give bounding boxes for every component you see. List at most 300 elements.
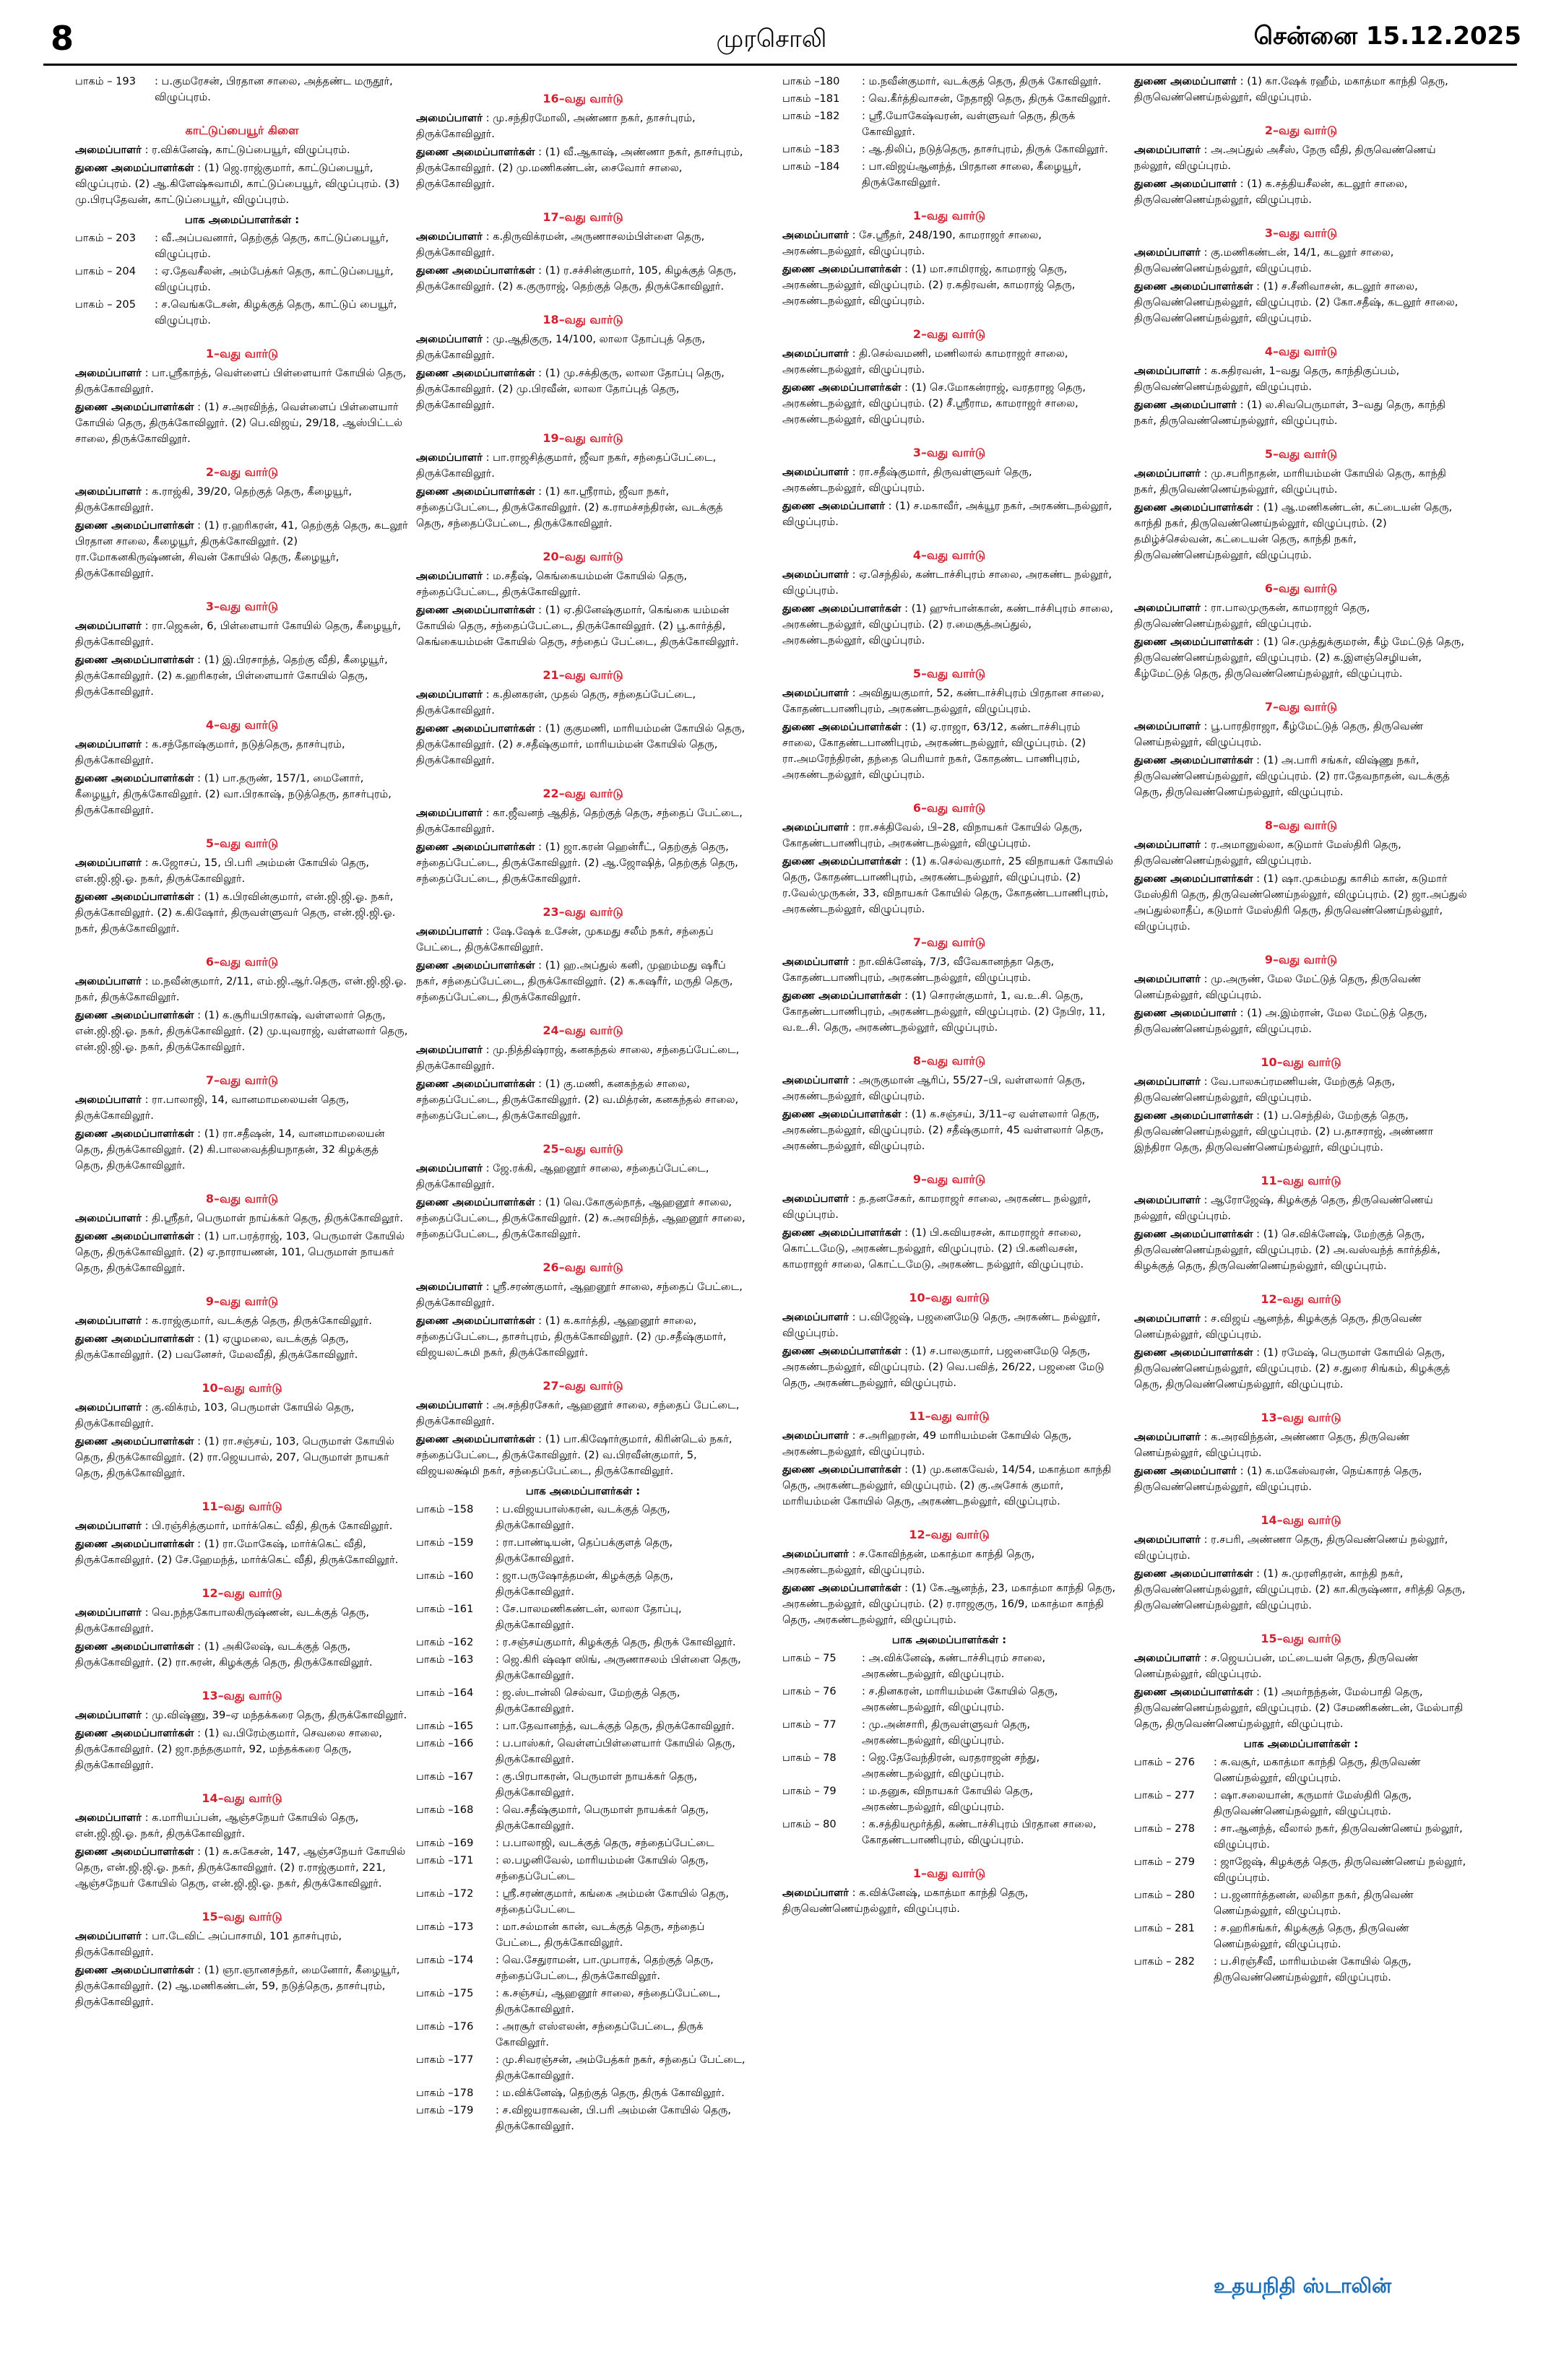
entry-text: : (1) அ.பாரி சங்கர், விஷ்ணு நகர், திருவெண்ணெய்நல்லூர், விழுப்புரம். (2) ரா.தேவநாதன், வடக்குத் தெரு, திருவெண்ணெய்நல்லூர், விழுப்புரம். bbox=[1134, 754, 1450, 798]
office-bearer-entry bbox=[75, 1810, 409, 1842]
entry-text: : க.ராஜ்கி, 39/20, தெற்குத் தெரு, கீழையூர், திருக்கோவிலூர். bbox=[75, 485, 353, 514]
booth-number: பாகம் –160 bbox=[416, 1570, 474, 1582]
ward-heading: 17–வது வார்டு bbox=[543, 210, 623, 224]
booth-number: பாகம் –174 bbox=[416, 1954, 474, 1966]
role-label: அமைப்பாளர் bbox=[416, 1044, 483, 1056]
entry-text: : (1) க.சூரியபிரகாஷ், வள்ளலார் தெரு, என்.ஜி.ஜி.ஓ. நகர், திருக்கோவிலூர். (2) மு.யுவராஜ், வள்ளலார் தெரு, என்.ஜி.ஜி.ஓ. நகர், திருக்கோவிலூர். bbox=[75, 1009, 408, 1053]
booth-number: பாகம் – 78 bbox=[782, 1752, 837, 1764]
role-label: துணை அமைப்பாளர்கள் bbox=[75, 1230, 194, 1242]
role-label: துணை அமைப்பாளர்கள் bbox=[75, 654, 194, 666]
ward-heading: 9–வது வார்டு bbox=[205, 1294, 279, 1308]
ward-heading: 4–வது வார்டு bbox=[205, 718, 279, 732]
office-bearer-entry bbox=[416, 1279, 750, 1311]
entry-text: : சே.ஸ்ரீதர், 248/190, காமராஜர் சாலை, அரகண்டநல்லூர், விழுப்புரம். bbox=[782, 229, 1042, 257]
booth-row bbox=[782, 1750, 1116, 1782]
entry-text: : (1) ல.சிவபெருமாள், 3–வது தெரு, காந்தி நகர், திருவெண்ணெய்நல்லூர், விழுப்புரம். bbox=[1134, 399, 1446, 427]
entry-text: : மு.நித்திஷ்ராஜ், கனகந்தல் சாலை, சந்தைப்பேட்டை, திருக்கோவிலூர். bbox=[416, 1044, 740, 1072]
section-subheading: பாக அமைப்பாளர்கள் : bbox=[1243, 1738, 1359, 1750]
entry-text: : (1) செ.முத்துக்குமரன், கீழ் மேட்டுத் தெரு, திருவெண்ணெய்நல்லூர், விழுப்புரம். (2) க.இளஞ்செழியன், கீழ்மேட்டுத் தெரு, திருவெண்ணெய்நல்லூர், விழுப்புரம். bbox=[1134, 636, 1465, 680]
ward-heading: 24–வது வார்டு bbox=[543, 1024, 623, 1037]
page-header bbox=[0, 0, 1543, 66]
role-label: அமைப்பாளர் bbox=[75, 1930, 142, 1942]
office-bearer-entry bbox=[1134, 1193, 1468, 1224]
role-label: துணை அமைப்பாளர்கள் bbox=[75, 519, 194, 532]
entry-text: : மு.விஷ்ணு, 39–ஏ மந்தக்கரை தெரு, திருக்கோவிலூர். bbox=[144, 1709, 407, 1721]
ward-heading: 25–வது வார்டு bbox=[543, 1142, 623, 1156]
office-bearer-entry bbox=[416, 144, 750, 192]
office-bearer-entry bbox=[75, 142, 409, 158]
booth-number: பாகம் – 281 bbox=[1134, 1922, 1195, 1934]
entry-text: : ர.விக்னேஷ், காட்டுப்பையூர், விழுப்புரம். bbox=[144, 144, 350, 156]
booth-row bbox=[782, 108, 1116, 140]
role-label: துணை அமைப்பாளர் bbox=[1134, 399, 1237, 411]
role-label: அமைப்பாளர் bbox=[75, 1094, 142, 1106]
page-number: 8 bbox=[51, 19, 74, 58]
booth-details: : ச.வெங்கடேசன், கிழக்குத் தெரு, காட்டுப் பையூர், விழுப்புரம். bbox=[155, 298, 397, 326]
office-bearer-entry bbox=[75, 855, 409, 887]
ward-heading: 5–வது வார்டு bbox=[1264, 447, 1338, 461]
office-bearer-entry bbox=[1134, 719, 1468, 750]
ward-heading: 18–வது வார்டு bbox=[543, 313, 623, 326]
entry-text: : (1) ரமேஷ், பெருமாள் கோயில் தெரு, திருவெண்ணெய்நல்லூர், விழுப்புரம். (2) ச.துரை சிங்கம், கிழக்குத் தெரு, திருவெண்ணெய்நல்லூர், விழுப்புரம். bbox=[1134, 1346, 1451, 1390]
office-bearer-entry bbox=[416, 1432, 750, 1479]
office-bearer-entry bbox=[782, 685, 1116, 717]
office-bearer-entry bbox=[75, 1400, 409, 1432]
booth-number: பாகம் –162 bbox=[416, 1636, 474, 1648]
entry-text: : மு.அருண், மேல மேட்டுத் தெரு, திருவெண் ணெய்நல்லூர், விழுப்புரம். bbox=[1134, 973, 1422, 1001]
booth-row bbox=[782, 142, 1116, 157]
entry-text: : ச.கோவிந்தன், மகாத்மா காந்தி தெரு, அரகண்டநல்லூர், விழுப்புரம். bbox=[782, 1548, 1035, 1576]
office-bearer-entry bbox=[416, 839, 750, 887]
role-label: துணை அமைப்பாளர் bbox=[1134, 178, 1237, 190]
entry-text: : (1) பா.தருண், 157/1, மைனோர், கீழையூர், திருக்கோவிலூர். (2) வா.பிரகாஷ், நடுத்தெரு, தாசர்புரம், திருக்கோவிலூர். bbox=[75, 772, 392, 816]
booth-details: : ஜா.பருஷோத்தமன், கிழக்குத் தெரு, திருக்கோவிலூர். bbox=[496, 1570, 673, 1598]
booth-number: பாகம் – 204 bbox=[75, 265, 136, 277]
role-label: அமைப்பாளர் bbox=[782, 347, 849, 360]
ward-heading: 6–வது வார்டு bbox=[1264, 581, 1338, 595]
office-bearer-entry bbox=[1134, 837, 1468, 869]
entry-text: : நா.விக்னேஷ், 7/3, வீவேகானந்தா தெரு, கோதண்டபாணிபுரம், அரகண்டநல்லூர், விழுப்புரம். bbox=[782, 956, 1055, 984]
entry-text: : மு.ஆதிகுரு, 14/100, லாலா தோப்புத் தெரு, திருக்கோவிலூர். bbox=[416, 333, 706, 361]
office-bearer-entry bbox=[782, 567, 1116, 599]
ward-heading: 4–வது வார்டு bbox=[912, 548, 986, 562]
entry-text: : (1) கு.மணி, கனகந்தல் சாலை, சந்தைப்பேட்டை, திருக்கோவிலூர். (2) வ.மித்ரன், கனகந்தல் சாலை, சந்தைப்பேட்டை, திருக்கோவிலூர். bbox=[416, 1078, 739, 1122]
booth-number: பாகம் – 279 bbox=[1134, 1856, 1195, 1868]
entry-text: : (1) ச.அரவிந்த், வெள்ளைப் பிள்ளையார் கோயில் தெரு, திருக்கோவிலூர். (2) பெ.விஜய், 29/18, ஆஸ்பிட்டல் சாலை, திருக்கோவிலூர். bbox=[75, 401, 403, 445]
entry-text: : (1) ஏ.ராஜா, 63/12, கண்டாச்சிபுரம் சாலை, கோதண்டபாணிபுரம், அரகண்டநல்லூர், விழுப்புரம். (2) ரா.அமரேந்திரன், தந்தை பெரியார் நகர், கோதண்ட பாணிபுரம், அரகண்டநல்லூர், விழுப்புரம். bbox=[782, 721, 1086, 781]
role-label: துணை அமைப்பாளர் bbox=[1134, 1007, 1237, 1019]
role-label: துணை அமைப்பாளர்கள் bbox=[1134, 1567, 1253, 1580]
role-label: துணை அமைப்பாளர்கள் bbox=[416, 722, 535, 735]
ward-heading: 4–வது வார்டு bbox=[1264, 345, 1338, 358]
office-bearer-entry bbox=[1134, 74, 1468, 105]
ward-heading: 1–வது வார்டு bbox=[912, 1866, 986, 1880]
ward-heading: 23–வது வார்டு bbox=[543, 905, 623, 919]
role-label: துணை அமைப்பாளர்கள் bbox=[782, 1226, 902, 1239]
role-label: துணை அமைப்பாளர்கள் bbox=[782, 263, 902, 275]
role-label: துணை அமைப்பாளர்கள் bbox=[416, 264, 535, 277]
role-label: துணை அமைப்பாளர்கள் bbox=[416, 367, 535, 379]
office-bearer-entry bbox=[75, 1639, 409, 1671]
entry-text: : க.ராஜ்குமார், வடக்குத் தெரு, திருக்கோவிலூர். bbox=[144, 1315, 373, 1327]
role-label: துணை அமைப்பாளர்கள் bbox=[1134, 280, 1253, 293]
ward-heading: 6–வது வார்டு bbox=[205, 955, 279, 969]
booth-row bbox=[416, 2103, 750, 2134]
office-bearer-entry bbox=[1134, 142, 1468, 174]
role-label: அமைப்பாளர் bbox=[416, 1281, 483, 1293]
entry-text: : தி.செல்வமணி, மணிலால் காமராஜர் சாலை, அரகண்டநல்லூர், விழுப்புரம். bbox=[782, 347, 1068, 376]
office-bearer-entry bbox=[782, 1225, 1116, 1273]
office-bearer-entry bbox=[75, 1844, 409, 1892]
office-bearer-entry bbox=[416, 332, 750, 363]
booth-row bbox=[782, 159, 1116, 191]
booth-details: : ச.தினகரன், மாரியம்மன் கோயில் தெரு, அரகண்டநல்லூர், விழுப்புரம். bbox=[862, 1685, 1058, 1713]
office-bearer-entry bbox=[782, 1310, 1116, 1341]
booth-row bbox=[1134, 1954, 1468, 1986]
booth-number: பாகம் –177 bbox=[416, 2054, 474, 2066]
booth-details: : ச.விஜயராகவன், பி.பரி அம்மன் கோயில் தெரு, திருக்கோவிலூர். bbox=[496, 2104, 731, 2132]
booth-row bbox=[782, 1684, 1116, 1715]
role-label: அமைப்பாளர் bbox=[1134, 602, 1201, 614]
role-label: துணை அமைப்பாளர் bbox=[1134, 1465, 1237, 1477]
role-label: அமைப்பாளர் bbox=[782, 466, 849, 478]
office-bearer-entry bbox=[782, 601, 1116, 649]
office-bearer-entry bbox=[1134, 1566, 1468, 1614]
entry-text: : (1) ஆ.மணிகண்டன், கட்டையன் தெரு, காந்தி நகர், திருவெண்ணெய்நல்லூர், விழுப்புரம். (2) தமிழ்ச்செல்வன், கட்டையன் தெரு, காந்தி நகர், திருவெண்ணெய்நல்லூர், விழுப்புரம். bbox=[1134, 501, 1453, 561]
booth-number: பாகம் –184 bbox=[782, 160, 840, 173]
role-label: அமைப்பாளர் bbox=[1134, 144, 1201, 156]
booth-number: பாகம் –158 bbox=[416, 1503, 474, 1515]
role-label: துணை அமைப்பாளர்கள் bbox=[75, 1009, 194, 1021]
booth-row bbox=[416, 1502, 750, 1533]
booth-number: பாகம் – 203 bbox=[75, 232, 136, 244]
role-label: அமைப்பாளர் bbox=[75, 1520, 142, 1532]
office-bearer-entry bbox=[75, 1126, 409, 1174]
role-label: அமைப்பாளர் bbox=[782, 956, 849, 968]
entry-text: : க.விக்னேஷ், மகாத்மா காந்தி தெரு, திருவெண்ணெய்நல்லூர், விழுப்புரம். bbox=[782, 1887, 1029, 1915]
office-bearer-entry bbox=[416, 229, 750, 261]
role-label: துணை அமைப்பாளர்கள் bbox=[75, 772, 194, 784]
office-bearer-entry bbox=[416, 263, 750, 295]
entry-text: : கு.மணிகண்டன், 14/1, கடலூர் சாலை, திருவெண்ணெய்நல்லூர், விழுப்புரம். bbox=[1134, 246, 1394, 274]
entry-text: : (1) அமர்நந்தன், மேல்பாதி தெரு, திருவெண்ணெய்நல்லூர், விழுப்புரம். (2) சேமணிகண்டன், மேல்பாதி தெரு, திருவெண்ணெய்நல்லூர், விழுப்புரம். bbox=[1134, 1686, 1464, 1730]
role-label: துணை அமைப்பாளர்கள் bbox=[782, 1463, 902, 1476]
role-label: அமைப்பாளர் bbox=[1134, 1431, 1201, 1443]
ward-heading: 10–வது வார்டு bbox=[202, 1381, 282, 1395]
booth-row bbox=[416, 1736, 750, 1767]
entry-text: : பா.டேவிட் அப்பாசாமி, 101 தாசர்புரம், திருக்கோவிலூர். bbox=[75, 1930, 342, 1958]
entry-text: : (1) ச.சீனிவாசன், கடலூர் சாலை, திருவெண்ணெய்நல்லூர், விழுப்புரம். (2) கோ.சதீஷ், கடலூர் சாலை, திருவெண்ணெய்நல்லூர், விழுப்புரம். bbox=[1134, 280, 1458, 324]
edition-date: சென்னை 15.12.2025 bbox=[1253, 22, 1521, 51]
booth-details: : ரா.பாண்டியன், தெப்பக்குளத் தெரு, திருக்கோவிலூர். bbox=[496, 1536, 673, 1565]
entry-text: : க.திருவிக்ரமன், அருணாசலம்பிள்ளை தெரு, திருக்கோவிலூர். bbox=[416, 230, 705, 259]
entry-text: : அ.அப்துல் அசீஸ், நேரு வீதி, திருவெண்ணெய் நல்லூர், விழுப்புரம். bbox=[1134, 144, 1436, 172]
ward-heading: 21–வது வார்டு bbox=[543, 668, 623, 682]
booth-number: பாகம் – 280 bbox=[1134, 1889, 1195, 1901]
entry-text: : (1) பி.கவியரசன், காமராஜர் சாலை, கொட்டமேடு, அரகண்டநல்லூர், விழுப்புரம். (2) பி.கனிவசன், காமராஜர் சாலை, கொட்டமேடு, அரகண்ட நல்லூர், விழுப்புரம். bbox=[782, 1226, 1084, 1271]
booth-details: : சே.பாலமணிகண்டன், லாலா தோப்பு, திருக்கோவிலூர். bbox=[496, 1603, 682, 1631]
entry-text: : கா.ஜீவனந் ஆதித், தெற்குத் தெரு, சந்தைப் பேட்டை, திருக்கோவிலூர். bbox=[416, 807, 743, 835]
booth-row bbox=[1134, 1921, 1468, 1952]
role-label: அமைப்பாளர் bbox=[782, 821, 849, 834]
entry-text: : (1) ஜா.கரன் ஹென்ரீட், தெற்குத் தெரு, சந்தைப்பேட்டை, திருக்கோவிலூர். (2) ஆ.ஜோஷித், தெற்குத் தெரு, சந்தைப்பேட்டை, திருக்கோவிலூர். bbox=[416, 841, 738, 885]
entry-text: : பா.ஸ்ரீகாந்த், வெள்ளைப் பிள்ளையார் கோயில் தெரு, திருக்கோவிலூர். bbox=[75, 367, 407, 395]
booth-number: பாகம் –161 bbox=[416, 1603, 474, 1615]
role-label: துணை அமைப்பாளர்கள் bbox=[416, 146, 535, 158]
booth-row bbox=[782, 74, 1116, 90]
office-bearer-entry bbox=[75, 1331, 409, 1363]
office-bearer-entry bbox=[416, 805, 750, 837]
booth-number: பாகம் –169 bbox=[416, 1837, 474, 1849]
booth-number: பாகம் –183 bbox=[782, 143, 840, 155]
role-label: துணை அமைப்பாளர்கள் bbox=[416, 1315, 535, 1327]
booth-details: : ஜெ.கிரி ஷ்ஷா ஸிங், அருணாசலம் பிள்ளை தெரு, திருக்கோவிலூர். bbox=[496, 1653, 741, 1682]
role-label: அமைப்பாளர் bbox=[1134, 1312, 1201, 1325]
office-bearer-entry bbox=[75, 889, 409, 937]
ward-heading: 13–வது வார்டு bbox=[202, 1689, 282, 1702]
booth-number: பாகம் –179 bbox=[416, 2104, 474, 2116]
office-bearer-entry bbox=[416, 1042, 750, 1074]
ward-heading: 8–வது வார்டு bbox=[205, 1192, 279, 1206]
role-label: அமைப்பாளர் bbox=[1134, 467, 1201, 480]
office-bearer-entry bbox=[782, 1073, 1116, 1104]
booth-number: பாகம் – 277 bbox=[1134, 1789, 1195, 1801]
booth-row bbox=[1134, 1788, 1468, 1819]
ward-heading: 5–வது வார்டு bbox=[205, 836, 279, 850]
office-bearer-entry bbox=[1134, 363, 1468, 395]
entry-text: : (1) ரா.மோகேஷ், மார்க்கெட் வீதி, திருக்கோவிலூர். (2) சே.ஹேமந்த், மார்க்கெட் வீதி, திருக்கோவிலூர். bbox=[75, 1538, 399, 1566]
ward-heading: 27–வது வார்டு bbox=[543, 1379, 623, 1393]
booth-row bbox=[75, 264, 409, 295]
role-label: அமைப்பாளர் bbox=[1134, 246, 1201, 259]
booth-row bbox=[1134, 1854, 1468, 1886]
office-bearer-entry bbox=[416, 1161, 750, 1193]
entry-text: : (1) ஏ.தினேஷ்குமார், கெங்கை யம்மன் கோயில் தெரு, சந்தைப்பேட்டை, திருக்கோவிலூர். (2) பூ.கார்த்தி, கெங்கையம்மன் கோயில் தெரு, சந்தைப் பேட்டை, திருக்கோவிலூர். bbox=[416, 604, 739, 648]
office-bearer-entry bbox=[75, 1963, 409, 2010]
booth-number: பாகம் –168 bbox=[416, 1804, 474, 1816]
role-label: துணை அமைப்பாளர்கள் bbox=[782, 1582, 902, 1594]
entry-text: : ரா.சதீஷ்குமார், திருவள்ளுவர் தெரு, அரகண்டநல்லூர், விழுப்புரம். bbox=[782, 466, 1032, 494]
role-label: அமைப்பாளர் bbox=[75, 975, 142, 987]
entry-text: : ப.விஜேஷ், பஜனைமேடு தெரு, அரகண்ட நல்லூர், விழுப்புரம். bbox=[782, 1311, 1101, 1339]
ward-heading: 15–வது வார்டு bbox=[202, 1910, 282, 1924]
booth-number: பாகம் –180 bbox=[782, 75, 840, 87]
office-bearer-entry bbox=[1134, 1650, 1468, 1682]
office-bearer-entry bbox=[75, 1518, 409, 1534]
entry-text: : அவிதுயகுமார், 52, கண்டாச்சிபுரம் பிரதான சாலை, கோதண்டபாணிபுரம், அரகண்டநல்லூர், விழுப்புரம். bbox=[782, 687, 1105, 715]
role-label: துணை அமைப்பாளர்கள் bbox=[416, 841, 535, 853]
booth-row bbox=[416, 2085, 750, 2101]
ward-heading: 20–வது வார்டு bbox=[543, 550, 623, 563]
role-label: துணை அமைப்பாளர்கள் bbox=[1134, 873, 1253, 885]
column-2 bbox=[416, 74, 750, 2363]
office-bearer-entry bbox=[75, 1092, 409, 1124]
ward-heading: 7–வது வார்டு bbox=[1264, 700, 1338, 714]
entry-text: : (1) மு.கனகவேல், 14/54, மகாத்மா காந்தி தெரு, அரகண்டநல்லூர், விழுப்புரம். (2) கு.அசோக் குமார், மாரியம்மன் கோயில் தெரு, அரகண்டநல்லூர், விழுப்புரம். bbox=[782, 1463, 1112, 1507]
entry-text: : (1) சு.முரளிதரன், காந்தி நகர், திருவெண்ணெய்நல்லூர், விழுப்புரம். (2) கா.கிருஷ்ணா, சரித்தி தெரு, திருவெண்ணெய்நல்லூர், விழுப்புரம். bbox=[1134, 1567, 1466, 1611]
role-label: துணை அமைப்பாளர்கள் bbox=[782, 1345, 902, 1357]
entry-text: : தி.ஸ்ரீதர், பெருமாள் நாய்க்கர் தெரு, திருக்கோவிலூர். bbox=[144, 1212, 403, 1224]
role-label: துணை அமைப்பாளர்கள் bbox=[1134, 754, 1253, 766]
office-bearer-entry bbox=[782, 988, 1116, 1036]
booth-number: பாகம் – 75 bbox=[782, 1652, 837, 1664]
entry-text: : (1) ரா.சஞ்சய், 103, பெருமாள் கோயில் தெரு, திருக்கோவிலூர். (2) ரா.ஜெயபால், 207, பெருமாள் நாயகர் தெரு, திருக்கோவிலூர். bbox=[75, 1435, 394, 1479]
office-bearer-entry bbox=[782, 1462, 1116, 1510]
entry-text: : (1) ர.சச்சின்குமார், 105, கிழக்குத் தெரு, திருக்கோவிலூர். (2) க.குருராஜ், தெற்குத் தெரு, திருக்கோவிலூர். bbox=[416, 264, 737, 293]
role-label: துணை அமைப்பாளர்கள் bbox=[416, 1078, 535, 1090]
booth-row bbox=[782, 91, 1116, 107]
role-label: அமைப்பாளர் bbox=[782, 1193, 849, 1205]
role-label: துணை அமைப்பாளர்கள் bbox=[1134, 1228, 1253, 1240]
booth-row bbox=[416, 1919, 750, 1951]
entry-text: : பி.ரஞ்சித்குமார், மார்க்கெட் வீதி, திருக் கோவிலூர். bbox=[144, 1520, 393, 1532]
ward-heading: 2–வது வார்டு bbox=[912, 327, 986, 341]
office-bearer-entry bbox=[416, 924, 750, 956]
booth-row bbox=[416, 2019, 750, 2051]
booth-details: : ஜெ.தேவேந்திரன், வரதராஜன் சந்து, அரகண்டநல்லூர், விழுப்புரம். bbox=[862, 1752, 1040, 1780]
entry-text: : (1) வெ.கோகுல்நாத், ஆஹனூர் சாலை, சந்தைப்பேட்டை, திருக்கோவிலூர். (2) சு.அரவிந்த், ஆஹனூர் சாலை, சந்தைப்பேட்டை, திருக்கோவிலூர். bbox=[416, 1196, 745, 1240]
office-bearer-entry bbox=[1134, 1345, 1468, 1393]
office-bearer-entry bbox=[1134, 753, 1468, 800]
office-bearer-entry bbox=[75, 1726, 409, 1773]
office-bearer-entry bbox=[1134, 1311, 1468, 1343]
role-label: அமைப்பாளர் bbox=[416, 451, 483, 464]
entry-text: : ஆரோஜேஷ், கிழக்குத் தெரு, திருவெண்ணெய் நல்லூர், விழுப்புரம். bbox=[1134, 1194, 1433, 1222]
ward-heading: 9–வது வார்டு bbox=[1264, 953, 1338, 966]
booth-row bbox=[416, 1986, 750, 2017]
office-bearer-entry bbox=[1134, 972, 1468, 1003]
booth-row bbox=[782, 1650, 1116, 1682]
entry-text: : (1) ஹுர்பான்கான், கண்டாச்சிபுரம் சாலை, அரகண்டநல்லூர், விழுப்புரம். (2) ர.மைசூத்அப்துல், அரகண்டநல்லூர், விழுப்புரம். bbox=[782, 602, 1113, 646]
booth-row bbox=[416, 1635, 750, 1650]
office-bearer-entry bbox=[75, 399, 409, 447]
role-label: துணை அமைப்பாளர்கள் bbox=[416, 1196, 535, 1208]
column-3 bbox=[782, 74, 1116, 2363]
office-bearer-entry bbox=[416, 958, 750, 1005]
office-bearer-entry bbox=[1134, 1226, 1468, 1274]
role-label: அமைப்பாளர் bbox=[782, 1311, 849, 1323]
office-bearer-entry bbox=[416, 1076, 750, 1124]
entry-text: : (1) ச.பாலகுமார், பஜனைமேடு தெரு, அரகண்டநல்லூர், விழுப்புரம். (2) வெ.பவித், 26/22, பஜனை மேடு தெரு, அரகண்டநல்லூர், விழுப்புரம். bbox=[782, 1345, 1105, 1389]
role-label: அமைப்பாளர் bbox=[416, 570, 483, 582]
entry-text: : க.தினகரன், முதல் தெரு, சந்தைப்பேட்டை, திருக்கோவிலூர். bbox=[416, 688, 696, 717]
booth-row bbox=[416, 1769, 750, 1801]
office-bearer-entry bbox=[75, 1605, 409, 1637]
role-label: அமைப்பாளர் bbox=[416, 230, 483, 243]
booth-row bbox=[1134, 1821, 1468, 1853]
booth-details: : ம.நவீன்குமார், வடக்குத் தெரு, திருக் கோவிலூர். bbox=[862, 75, 1102, 87]
ward-heading: 13–வது வார்டு bbox=[1261, 1411, 1341, 1424]
ward-heading: 11–வது வார்டு bbox=[202, 1500, 282, 1513]
booth-number: பாகம் –164 bbox=[416, 1687, 474, 1699]
column-1 bbox=[75, 74, 409, 2363]
booth-details: : ப.ஜனார்த்தனன், லலிதா நகர், திருவெண் ணெய்நல்லூர், விழுப்புரம். bbox=[1214, 1889, 1414, 1917]
ward-heading: 15–வது வார்டு bbox=[1261, 1632, 1341, 1645]
signature: உதயநிதி ஸ்டாலின் bbox=[1214, 2274, 1392, 2298]
entry-text: : (1) ப.செந்தில், மேற்குத் தெரு, திருவெண்ணெய்நல்லூர், விழுப்புரம். (2) ப.தாசராஜ், அண்ணா இந்திரா தெரு, திருவெண்ணெய்நல்லூர், விழுப்புரம். bbox=[1134, 1109, 1434, 1154]
role-label: துணை அமைப்பாளர்கள் bbox=[782, 721, 902, 733]
role-label: அமைப்பாளர் bbox=[75, 1709, 142, 1721]
booth-details: : வெ.சதீஷ்குமார், பெருமாள் நாயக்கர் தெரு, திருக்கோவிலூர். bbox=[496, 1804, 709, 1832]
role-label: அமைப்பாளர் bbox=[75, 1606, 142, 1619]
office-bearer-entry bbox=[416, 450, 750, 482]
ward-heading: 3–வது வார்டு bbox=[1264, 226, 1338, 240]
role-label: அமைப்பாளர் bbox=[1134, 973, 1201, 985]
ward-heading: 1–வது வார்டு bbox=[912, 209, 986, 222]
booth-row bbox=[416, 1853, 750, 1884]
booth-number: பாகம் – 278 bbox=[1134, 1822, 1195, 1835]
booth-details: : மு.அன்சாரி, திருவள்ளுவர் தெரு, அரகண்டநல்லூர், விழுப்புரம். bbox=[862, 1718, 1030, 1747]
entry-text: : அ.சந்திரசேகர், ஆஹனூர் சாலை, சந்தைப் பேட்டை, திருக்கோவிலூர். bbox=[416, 1399, 740, 1427]
office-bearer-entry bbox=[75, 365, 409, 397]
section-subheading: பாக அமைப்பாளர்கள் : bbox=[891, 1634, 1007, 1646]
entry-text: : பா.ராஜசித்குமார், ஜீவா நகர், சந்தைப்பேட்டை, திருக்கோவிலூர். bbox=[416, 451, 717, 480]
role-label: அமைப்பாளர் bbox=[1134, 1533, 1201, 1546]
booth-number: பாகம் – 205 bbox=[75, 298, 136, 311]
office-bearer-entry bbox=[782, 1546, 1116, 1578]
office-bearer-entry bbox=[1134, 500, 1468, 563]
entry-text: : (1) பா.பரத்ராஜ், 103, பெருமாள் கோயில் தெரு, திருக்கோவிலூர். (2) ஏ.நாராயணன், 101, பெருமாள் நாயகர் தெரு, திருக்கோவிலூர். bbox=[75, 1230, 405, 1274]
entry-text: : மு.சந்திரமோலி, அண்ணா நகர், தாசர்புரம், திருக்கோவிலூர். bbox=[416, 112, 696, 140]
entry-text: : வே.பாலசுப்ரமணியன், மேற்குத் தெரு, திருவெண்ணெய்நல்லூர், விழுப்புரம். bbox=[1134, 1076, 1396, 1104]
office-bearer-entry bbox=[782, 719, 1116, 783]
office-bearer-entry bbox=[75, 771, 409, 818]
entry-text: : (1) க.பிரவின்குமார், என்.ஜி.ஜி.ஓ. நகர், திருக்கோவிலூர். (2) க.கிஷோர், திருவள்ளுவர் தெரு, என்.ஜி.ஜி.ஓ. நகர், திருக்கோவிலூர். bbox=[75, 891, 396, 935]
booth-details: : ம.தனுசு, விநாயகர் கோயில் தெரு, அரகண்டநல்லூர், விழுப்புரம். bbox=[862, 1785, 1033, 1813]
booth-details: : கு.பிரபாகரன், பெருமாள் நாயக்கர் தெரு, திருக்கோவிலூர். bbox=[496, 1770, 698, 1799]
ward-heading: 14–வது வார்டு bbox=[1261, 1513, 1341, 1527]
entry-text: : ச.விஜய் ஆனந்த், கிழக்குத் தெரு, திருவெண் ணெய்நல்லூர், விழுப்புரம். bbox=[1134, 1312, 1422, 1341]
office-bearer-entry bbox=[782, 1428, 1116, 1460]
booth-details: : மு.சிவரஞ்சன், அம்பேத்கர் நகர், சந்தைப் பேட்டை, திருக்கோவிலூர். bbox=[496, 2054, 745, 2082]
booth-row bbox=[416, 1685, 750, 1717]
office-bearer-entry bbox=[75, 1008, 409, 1055]
role-label: துணை அமைப்பாளர்கள் bbox=[416, 485, 535, 498]
role-label: அமைப்பாளர் bbox=[1134, 720, 1201, 732]
ward-heading: 7–வது வார்டு bbox=[205, 1073, 279, 1087]
entry-text: : சு.ஜோசப், 15, பி.பரி அம்மன் கோயில் தெரு, என்.ஜி.ஜி.ஓ. நகர், திருக்கோவிலூர். bbox=[75, 857, 370, 885]
ward-heading: 8–வது வார்டு bbox=[1264, 818, 1338, 832]
ward-heading: 9–வது வார்டு bbox=[912, 1172, 986, 1186]
office-bearer-entry bbox=[1134, 279, 1468, 326]
ward-heading: 14–வது வார்டு bbox=[202, 1791, 282, 1805]
booth-row bbox=[416, 1535, 750, 1567]
role-label: அமைப்பாளர் bbox=[1134, 1652, 1201, 1664]
office-bearer-entry bbox=[782, 1885, 1116, 1917]
booth-number: பாகம் –173 bbox=[416, 1921, 474, 1933]
entry-text: : ம.சதீஷ், கெங்கையம்மன் கோயில் தெரு, சந்தைப்பேட்டை, திருக்கோவிலூர். bbox=[416, 570, 688, 598]
entry-text: : க.மாரியப்பன், ஆஞ்சநேயர் கோயில் தெரு, என்.ஜி.ஜி.ஓ. நகர், திருக்கோவிலூர். bbox=[75, 1812, 359, 1840]
booth-row bbox=[782, 1717, 1116, 1749]
role-label: அமைப்பாளர் bbox=[416, 807, 483, 819]
role-label: துணை அமைப்பாளர்கள் bbox=[75, 162, 194, 174]
office-bearer-entry bbox=[75, 160, 409, 208]
ward-heading: 7–வது வார்டு bbox=[912, 935, 986, 949]
entry-text: : ரா.பாலமுருகன், காமராஜர் தெரு, திருவெண்ணெய்நல்லூர், விழுப்புரம். bbox=[1134, 602, 1370, 630]
entry-text: : பூ.பாரதிராஜா, கீழ்மேட்டுத் தெரு, திருவெண் ணெய்நல்லூர், விழுப்புரம். bbox=[1134, 720, 1424, 748]
role-label: துணை அமைப்பாளர்கள் bbox=[75, 891, 194, 903]
entry-text: : (1) கா.ஷேக் ரஹீம், மகாத்மா காந்தி தெரு, திருவெண்ணெய்நல்லூர், விழுப்புரம். bbox=[1134, 75, 1448, 103]
office-bearer-entry bbox=[1134, 1532, 1468, 1564]
booth-row bbox=[416, 1952, 750, 1984]
entry-text: : வெ.நந்தகோபாலகிருஷ்ணன், வடக்குத் தெரு, திருக்கோவிலூர். bbox=[75, 1606, 370, 1635]
booth-details: : ஆ.திலிப், நடுத்தெரு, தாசர்புரம், திருக் கோவிலூர். bbox=[862, 143, 1108, 155]
entry-text: : ஷே.ஷேக் உசேன், முகமது சலீம் நகர், சந்தைப் பேட்டை, திருக்கோவிலூர். bbox=[416, 925, 714, 953]
office-bearer-entry bbox=[782, 954, 1116, 986]
ward-heading: 6–வது வார்டு bbox=[912, 801, 986, 815]
entry-text: : (1) ஏழுமலை, வடக்குத் தெரு, திருக்கோவிலூர். (2) பவனேசர், மேலவீதி, திருக்கோவிலூர். bbox=[75, 1333, 358, 1361]
role-label: அமைப்பாளர் bbox=[1134, 1194, 1201, 1206]
